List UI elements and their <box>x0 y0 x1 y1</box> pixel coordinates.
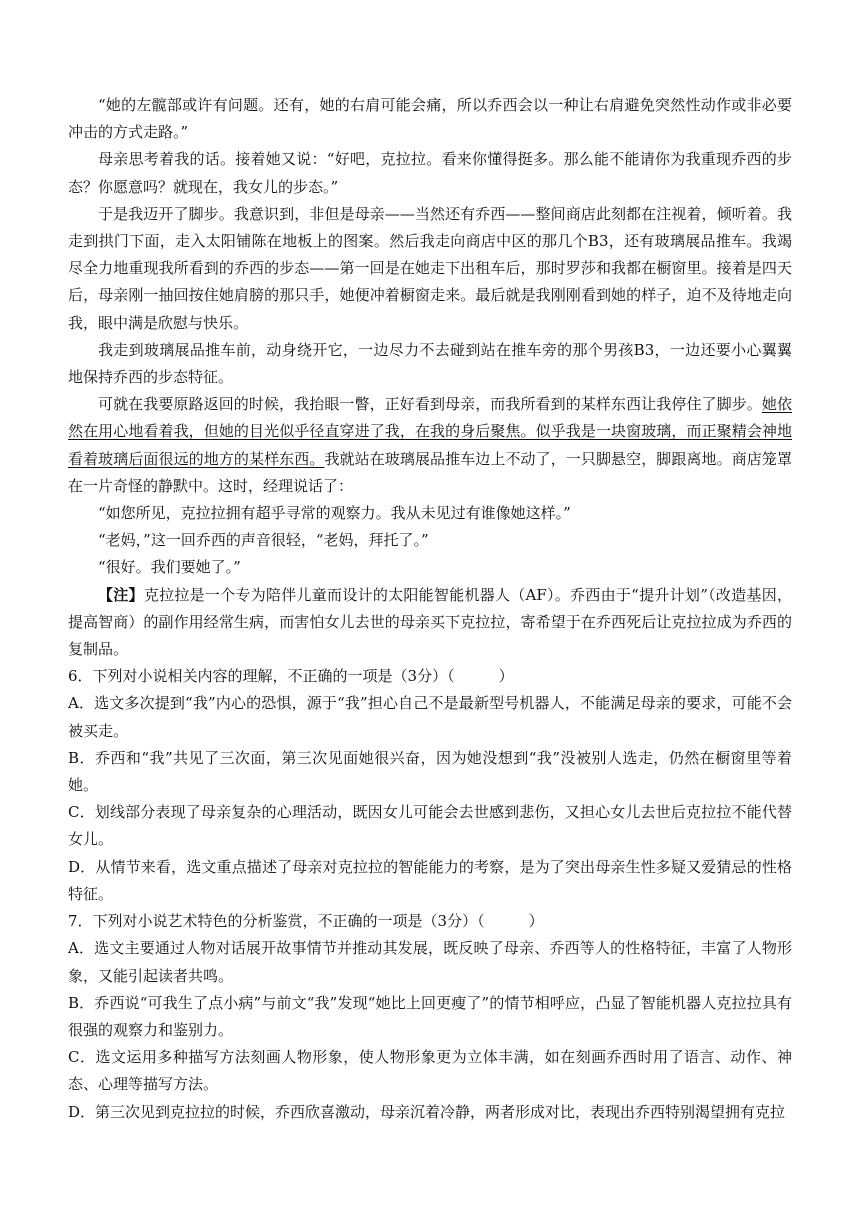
passage-paragraph-2: 母亲思考着我的话。接着她又说：“好吧，克拉拉。看来你懂得挺多。那么能不能请你为我重现乔西的步态？你愿意吗？就现在，我女儿的步态。” <box>68 150 792 196</box>
underlined-passage: 她依然在用心地看着我，但她的目光似乎径直穿进了我，在我的身后聚焦。似乎我是一块窗玻璃，而正聚精会神地看着玻璃后面很远的地方的某样东西。 <box>68 395 792 468</box>
question-7-option-a: A．选文主要通过人物对话展开故事情节并推动其发展，既反映了母亲、乔西等人的性格特征，丰富了人物形象，又能引起读者共鸣。 <box>68 939 792 985</box>
question-7-text: 7．下列对小说艺术特色的分析鉴赏，不正确的一项是（3分）（ <box>68 912 485 931</box>
passage-paragraph-3: 于是我迈开了脚步。我意识到，非但是母亲——当然还有乔西——整间商店此刻都在注视着，倾听着。我走到拱门下面，走入太阳铺陈在地板上的图案。然后我走向商店中区的那几个B3，还有玻璃展品推车。我竭尽全力地重现我所看到的乔西的步态——第一回是在她走下出租车后，那时罗莎和我都在橱窗里。接着是四天后，母亲刚一抽回按住她肩膀的那只手，她便冲着橱窗走来。最后就是我刚刚看到她的样子，迫不及待地走向我，眼中满是欣慰与快乐。 <box>68 204 792 332</box>
passage-paragraph-8: “很好。我们要她了。” <box>98 558 241 577</box>
question-6-text: 6．下列对小说相关内容的理解，不正确的一项是（3分）（ <box>68 667 455 686</box>
document-page <box>68 92 792 1126</box>
annotation-note <box>68 582 792 664</box>
question-6-option-d: D．从情节来看，选文重点描述了母亲对克拉拉的智能能力的考察，是为了突出母亲生性多疑又爱猜忌的性格特征。 <box>68 857 792 903</box>
question-6-stem <box>68 663 792 690</box>
question-7-option-c: C．选文运用多种描写方法刻画人物形象，使人物形象更为立体丰满，如在刻画乔西时用了语言、动作、神态、心理等描写方法。 <box>68 1048 792 1094</box>
note-text: 克拉拉是一个专为陪伴儿童而设计的太阳能智能机器人（AF）。乔西由于“提升计划”（改造基因，提高智商）的副作用经常生病，而害怕女儿去世的母亲买下克拉拉，寄希望于在乔西死后让克拉拉成为乔西的复制品。 <box>68 585 792 659</box>
passage-paragraph-5 <box>68 391 792 500</box>
passage-paragraph-6: “如您所见，克拉拉拥有超乎寻常的观察力。我从未见过有谁像她这样。” <box>98 504 571 523</box>
question-6-option-b: B．乔西和“我”共见了三次面，第三次见面她很兴奋，因为她没想到“我”没被别人选走，仍然在橱窗里等着她。 <box>68 748 792 795</box>
question-6-close: ） <box>498 667 514 686</box>
passage-paragraph-1: “她的左髋部或许有问题。还有，她的右肩可能会痛，所以乔西会以一种让右肩避免突然性动作或非必要冲击的方式走路。” <box>68 96 792 142</box>
question-6-option-c: C．划线部分表现了母亲复杂的心理活动，既因女儿可能会去世感到悲伤，又担心女儿去世后克拉拉不能代替女儿。 <box>68 803 792 849</box>
passage-paragraph-7: “老妈，”这一回乔西的声音很轻，“老妈，拜托了。” <box>98 531 429 550</box>
note-tag: 【注】 <box>98 585 144 604</box>
paragraph-5-lead: 可就在我要原路返回的时候，我抬眼一瞥，正好看到母亲，而我所看到的某样东西让我停住了脚步。 <box>98 395 762 414</box>
paragraph-5-tail: 我就站在玻璃展品推车边上不动了，一只脚悬空，脚跟离地。商店笼罩在一片奇怪的静默中。这时，经理说话了： <box>68 449 792 495</box>
question-7-option-d: D．第三次见到克拉拉的时候，乔西欣喜激动，母亲沉着冷静，两者形成对比，表现出乔西特别渴望拥有克拉 <box>68 1102 786 1121</box>
passage-paragraph-4: 我走到玻璃展品推车前，动身绕开它，一边尽力不去碰到站在推车旁的那个男孩B3，一边还要小心翼翼地保持乔西的步态特征。 <box>68 340 792 387</box>
question-7-close: ） <box>528 912 544 931</box>
question-7-option-b: B．乔西说“可我生了点小病”与前文“我”发现“她比上回更瘦了”的情节相呼应，凸显了智能机器人克拉拉具有很强的观察力和鉴别力。 <box>68 993 792 1039</box>
question-7-stem <box>68 908 792 935</box>
question-6-option-a: A．选文多次提到“我”内心的恐惧，源于“我”担心自己不是最新型号机器人，不能满足母亲的要求，可能不会被买走。 <box>68 694 792 740</box>
